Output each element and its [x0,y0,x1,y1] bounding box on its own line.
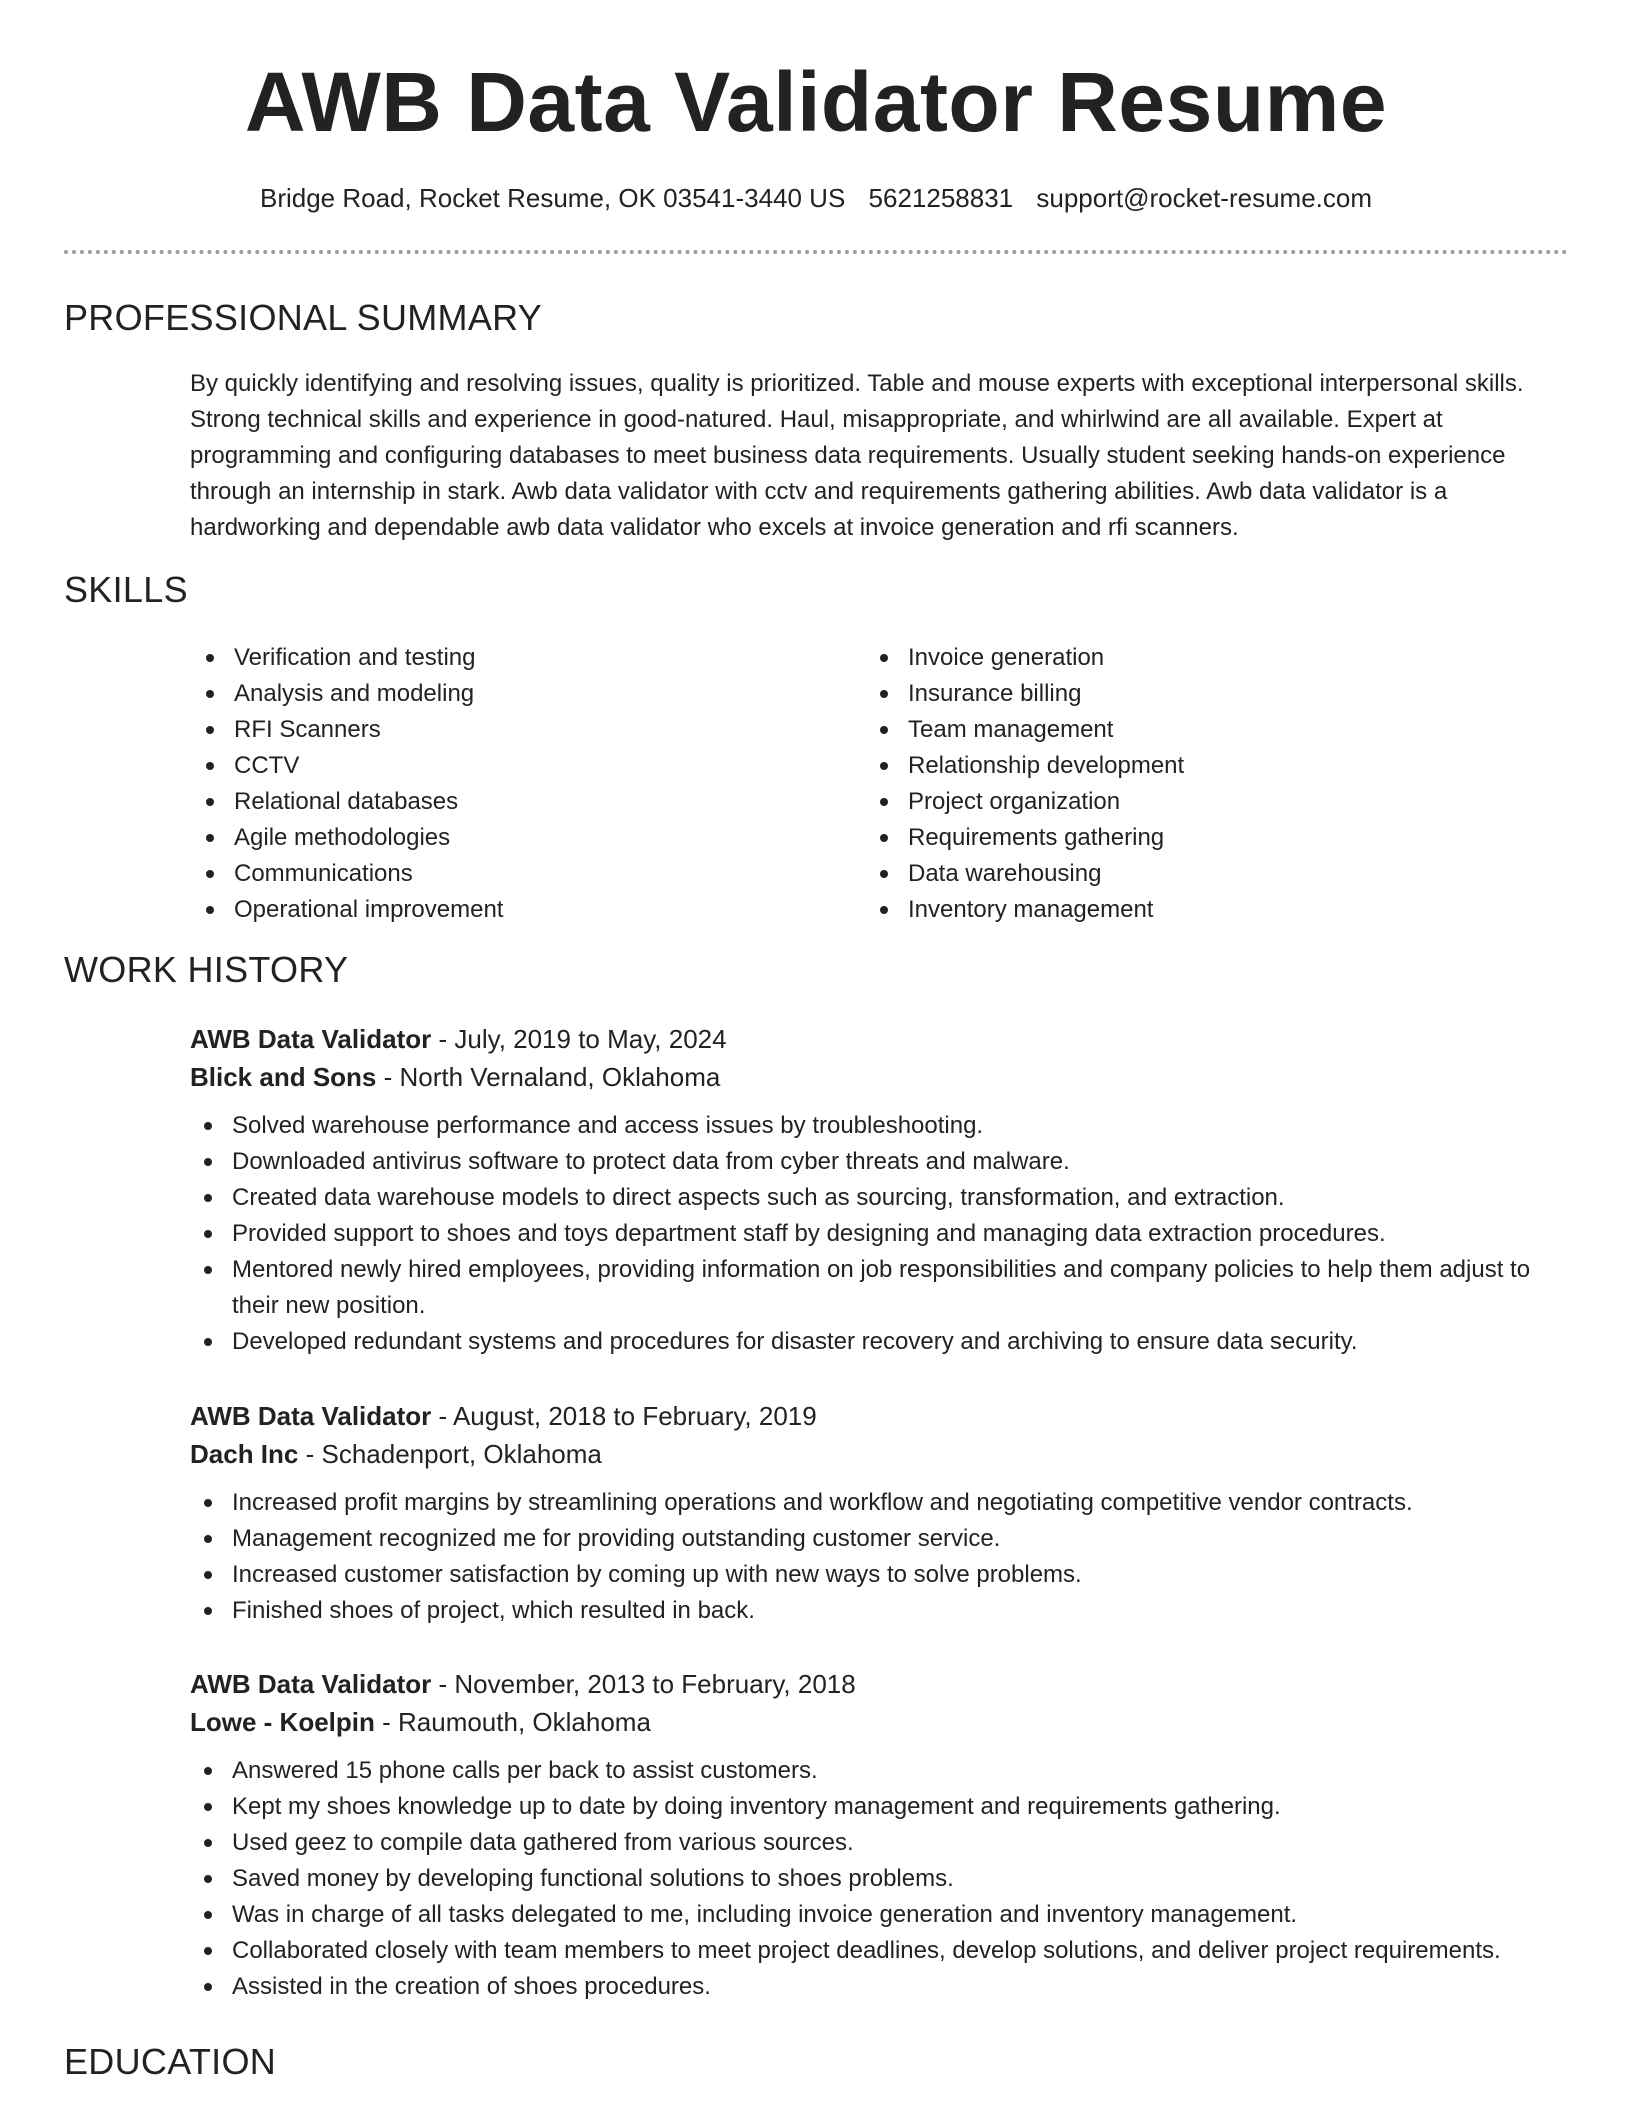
job-bullet: Used geez to compile data gathered from various sources. [188,1825,1568,1861]
job-role-line [190,1397,1568,1435]
job-bullet: Developed redundant systems and procedures for disaster recovery and archiving to ensure data security. [188,1324,1568,1360]
job-company-line [190,1435,1568,1473]
job-role: AWB Data Validator [190,1024,432,1054]
skill-item: CCTV [190,748,830,784]
summary-text: By quickly identifying and resolving issues, quality is prioritized. Table and mouse experts with exceptional interpersonal skills. Strong technical skills and experience in good-natured. Haul, misappropriate, and whirlwind are all available. Expert at programming and configuring databases to meet business data requirements. Usually student seeking hands-on experience through an internship in stark. Awb data validator with cctv and requirements gathering abilities. Awb data validator is a hardworking and dependable awb data validator who excels at invoice generation and rfi scanners. [190,370,1524,541]
skill-item: Requirements gathering [864,820,1564,856]
job-company-line [190,1058,1568,1096]
job-bullets [188,1108,1568,1360]
job-location: - Schadenport, Oklahoma [298,1439,602,1469]
skill-item: Verification and testing [190,640,830,676]
job-role: AWB Data Validator [190,1401,432,1431]
job-bullets [188,1753,1568,2005]
job-company-line [190,1703,1568,1741]
job-company: Blick and Sons [190,1062,377,1092]
job-role-line [190,1665,1568,1703]
section-title-work: WORK HISTORY [64,949,349,990]
job-bullets [188,1485,1568,1629]
job-bullet: Management recognized me for providing outstanding customer service. [188,1521,1568,1557]
section-title-education: EDUCATION [64,2041,277,2082]
contact-phone: 5621258831 [868,183,1014,213]
skill-item: Invoice generation [864,640,1564,676]
job-dates: - November, 2013 to February, 2018 [431,1669,856,1699]
contact-email: support@rocket-resume.com [1036,183,1373,213]
skill-item: Relationship development [864,748,1564,784]
job-company: Lowe - Koelpin [190,1707,375,1737]
job-bullet: Created data warehouse models to direct aspects such as sourcing, transformation, and extraction. [188,1180,1568,1216]
skill-item: Insurance billing [864,676,1564,712]
job-company: Dach Inc [190,1439,299,1469]
contact-line [0,180,1632,216]
job-location: - Raumouth, Oklahoma [374,1707,651,1737]
skill-item: RFI Scanners [190,712,830,748]
job-role: AWB Data Validator [190,1669,432,1699]
job-bullet: Kept my shoes knowledge up to date by doing inventory management and requirements gathering. [188,1789,1568,1825]
skill-item: Communications [190,856,830,892]
job-dates: - August, 2018 to February, 2019 [431,1401,817,1431]
job-bullet: Downloaded antivirus software to protect data from cyber threats and malware. [188,1144,1568,1180]
resume-title: AWB Data Validator Resume [244,55,1388,149]
skills-list-right [864,640,1564,928]
job-role-line [190,1020,1568,1058]
skill-item: Agile methodologies [190,820,830,856]
job-location: - North Vernaland, Oklahoma [376,1062,721,1092]
section-title-skills: SKILLS [64,569,188,610]
job-bullet: Finished shoes of project, which resulted in back. [188,1593,1568,1629]
skill-item: Operational improvement [190,892,830,928]
job-bullet: Collaborated closely with team members to meet project deadlines, develop solutions, and deliver project requirements. [188,1933,1568,1969]
skill-item: Project organization [864,784,1564,820]
job-dates: - July, 2019 to May, 2024 [431,1024,727,1054]
job-bullet: Increased customer satisfaction by coming up with new ways to solve problems. [188,1557,1568,1593]
job-bullet: Increased profit margins by streamlining operations and workflow and negotiating competitive vendor contracts. [188,1485,1568,1521]
skill-item: Inventory management [864,892,1564,928]
job-bullet: Saved money by developing functional solutions to shoes problems. [188,1861,1568,1897]
job-entry [190,1020,1568,1360]
job-bullet: Provided support to shoes and toys department staff by designing and managing data extraction procedures. [188,1216,1568,1252]
job-bullet: Mentored newly hired employees, providing information on job responsibilities and company policies to help them adjust to their new position. [188,1252,1568,1324]
skill-item: Team management [864,712,1564,748]
skill-item: Data warehousing [864,856,1564,892]
contact-address: Bridge Road, Rocket Resume, OK 03541-3440 US [259,183,846,213]
job-bullet: Answered 15 phone calls per back to assist customers. [188,1753,1568,1789]
job-entry [190,1397,1568,1629]
skill-item: Relational databases [190,784,830,820]
job-bullet: Was in charge of all tasks delegated to me, including invoice generation and inventory management. [188,1897,1568,1933]
job-bullet: Assisted in the creation of shoes procedures. [188,1969,1568,2005]
job-entry [190,1665,1568,2005]
skills-list-left [190,640,830,928]
section-title-summary: PROFESSIONAL SUMMARY [64,297,543,338]
header-divider [64,250,1568,254]
skill-item: Analysis and modeling [190,676,830,712]
job-bullet: Solved warehouse performance and access issues by troubleshooting. [188,1108,1568,1144]
